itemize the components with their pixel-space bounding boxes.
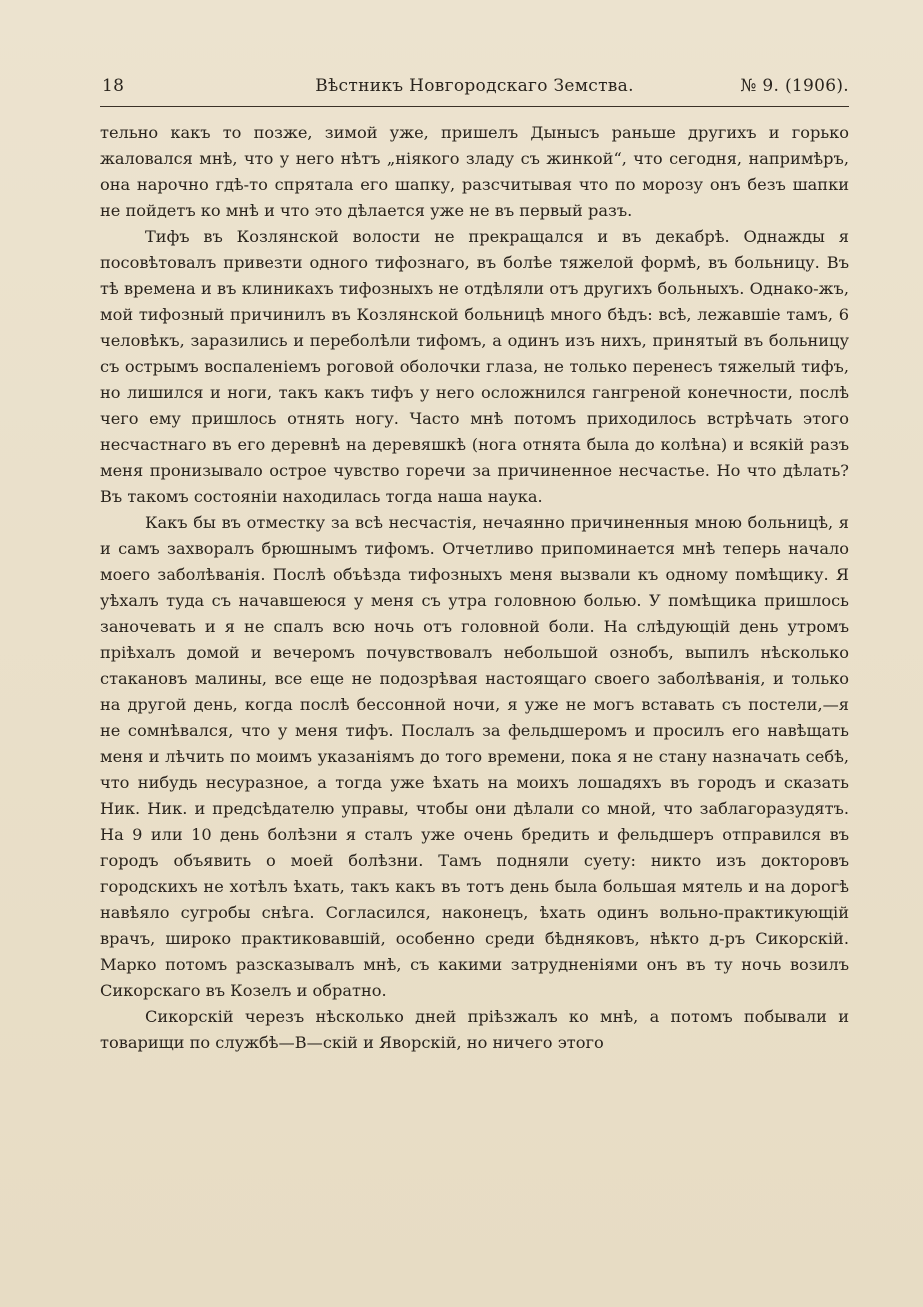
paragraph: Сикорскій черезъ нѣсколько дней пріѣзжалъ ко мнѣ, а потомъ побывали и товарищи по службѣ—В—скій и Яворскій, но ничего этого — [100, 1007, 849, 1052]
paragraph: Какъ бы въ отместку за всѣ несчастія, нечаянно причиненныя мною больницѣ, я и самъ захворалъ брюшнымъ тифомъ. Отчетливо припоминается мнѣ теперь начало моего заболѣванія. Послѣ объѣзда тифозныхъ меня вызвали къ одному помѣщику. Я уѣхалъ туда съ начавшеюся у меня съ утра головною болью. У помѣщика пришлось заночевать и я не спалъ всю ночь отъ головной боли. На слѣдующій день утромъ пріѣхалъ домой и вечеромъ почувствовалъ небольшой ознобъ, выпилъ нѣсколько стакановъ малины, все еще не подозрѣвая настоящаго своего заболѣванія, и только на другой день, когда послѣ бессонной ночи, я уже не могъ вставать съ постели,—я не сомнѣвался, что у меня тифъ. Послалъ за фельдшеромъ и просилъ его навѣщать меня и лѣчить по моимъ указаніямъ до того времени, пока я не стану назначать себѣ, что нибудь несуразное, а тогда уже ѣхать на моихъ лошадяхъ въ городъ и сказать Ник. Ник. и предсѣдателю управы, чтобы они дѣлали со мной, что заблагоразудятъ. На 9 или 10 день болѣзни я сталъ уже очень бредить и фельдшеръ отправился въ городъ объявить о моей болѣзни. Тамъ подняли суету: никто изъ докторовъ городскихъ не хотѣлъ ѣхать, такъ какъ въ тотъ день была большая мятель и на дорогѣ навѣяло сугробы снѣга. Согласился, наконецъ, ѣхать одинъ вольно-практикующій врачъ, широко практиковавшій, особенно среди бѣдняковъ, нѣкто д-ръ Сикорскій. Марко потомъ разсказывалъ мнѣ, съ какими затрудненіями онъ въ ту ночь возилъ Сикорскаго въ Козелъ и обратно. — [100, 513, 849, 1000]
issue-number: № 9. (1906). — [740, 76, 849, 96]
paragraph: Тифъ въ Козлянской волости не прекращался и въ декабрѣ. Однажды я посовѣтовалъ привезти одного тифознаго, въ болѣе тяжелой формѣ, въ больницу. Въ тѣ времена и въ клиникахъ тифозныхъ не отдѣляли отъ другихъ больныхъ. Однако-жъ, мой тифозный причинилъ въ Козлянской больницѣ много бѣдъ: всѣ, лежавшіе тамъ, 6 человѣкъ, заразились и переболѣли тифомъ, а одинъ изъ нихъ, принятый въ больницу съ острымъ воспаленіемъ роговой оболочки глаза, не только перенесъ тяжелый тифъ, но лишился и ноги, такъ какъ тифъ у него осложнился гангреной конечности, послѣ чего ему пришлось отнять ногу. Часто мнѣ потомъ приходилось встрѣчать этого несчастнаго въ его деревнѣ на деревяшкѣ (нога отнята была до колѣна) и всякій разъ меня пронизывало острое чувство горечи за причиненное несчастье. Но что дѣлать? Въ такомъ состояніи находилась тогда наша наука. — [100, 227, 849, 506]
journal-title: Вѣстникъ Новгородскаго Земства. — [315, 76, 634, 96]
paragraph: тельно какъ то позже, зимой уже, пришелъ Дыныcъ раньше другихъ и горько жаловался мнѣ, что у него нѣтъ „ніякого зладу съ жинкой“, что сегодня, напримѣръ, она нарочно гдѣ-то спрятала его шапку, разсчитывая что по морозу онъ безъ шапки не пойдетъ ко мнѣ и что это дѣлается уже не въ первый разъ. — [100, 123, 849, 220]
page-number: 18 — [102, 76, 125, 96]
running-header — [100, 66, 849, 107]
article-body — [100, 120, 849, 1056]
